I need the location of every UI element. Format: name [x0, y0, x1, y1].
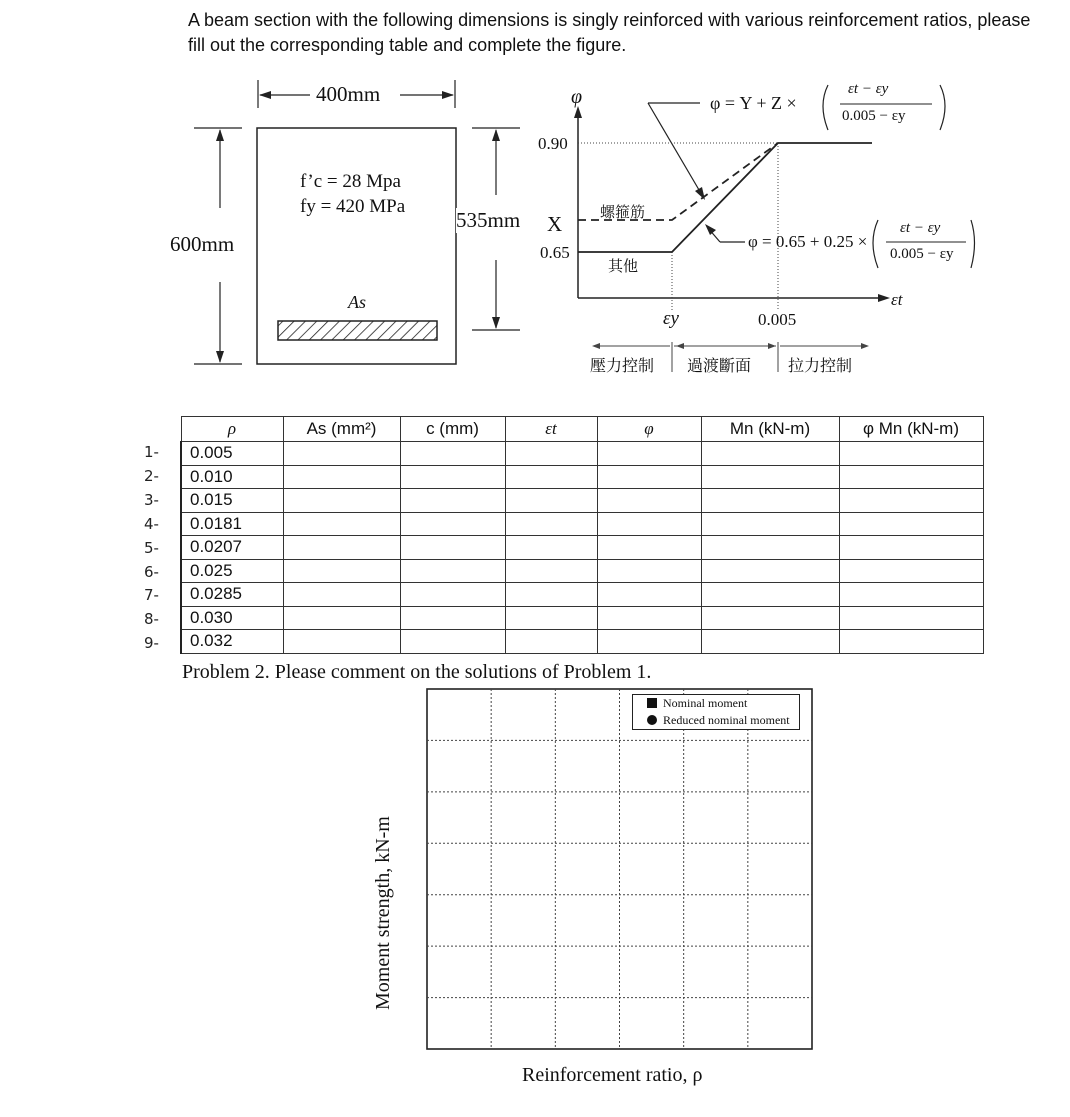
blank-answer-cell[interactable]: [400, 442, 505, 466]
blank-answer-cell[interactable]: [505, 442, 597, 466]
blank-answer-cell[interactable]: [283, 489, 400, 513]
chart-grid: [427, 689, 812, 1049]
blank-answer-cell[interactable]: [597, 465, 701, 489]
blank-answer-cell[interactable]: [283, 630, 400, 654]
blank-answer-cell[interactable]: [283, 512, 400, 536]
zone-tension-label: 拉力控制: [788, 356, 853, 375]
rho-cell: 0.005: [181, 442, 283, 466]
blank-answer-cell[interactable]: [701, 606, 839, 630]
beam-width-label: 400mm: [316, 82, 381, 106]
header-mn: Mn (kN-m): [701, 417, 839, 442]
table-row: [181, 536, 983, 560]
blank-answer-cell[interactable]: [701, 559, 839, 583]
circle-marker-icon: [647, 715, 657, 725]
row-number-annotation: 4-: [144, 514, 159, 533]
blank-answer-cell[interactable]: [400, 583, 505, 607]
blank-answer-cell[interactable]: [597, 536, 701, 560]
blank-answer-cell[interactable]: [701, 489, 839, 513]
rho-cell: 0.010: [181, 465, 283, 489]
strain-axis-label: εt: [891, 290, 903, 309]
blank-answer-cell[interactable]: [701, 465, 839, 489]
blank-answer-cell[interactable]: [505, 583, 597, 607]
moment-chart: [360, 685, 830, 1095]
blank-answer-cell[interactable]: [283, 465, 400, 489]
blank-answer-cell[interactable]: [400, 606, 505, 630]
spiral-label: 螺箍筋: [600, 203, 646, 221]
row-number-annotation: 6-: [144, 562, 159, 581]
blank-answer-cell[interactable]: [505, 630, 597, 654]
blank-answer-cell[interactable]: [283, 583, 400, 607]
blank-answer-cell[interactable]: [283, 606, 400, 630]
blank-answer-cell[interactable]: [505, 536, 597, 560]
formula-bottom: φ = 0.65 + 0.25 ×: [748, 232, 868, 251]
blank-answer-cell[interactable]: [597, 512, 701, 536]
blank-answer-cell[interactable]: [400, 630, 505, 654]
header-phi: φ: [597, 417, 701, 442]
rho-cell: 0.015: [181, 489, 283, 513]
legend-nominal: Nominal moment: [647, 695, 799, 712]
phi-axis-label: φ: [571, 86, 583, 108]
table-row: [181, 512, 983, 536]
blank-answer-cell[interactable]: [400, 559, 505, 583]
yield-strain-label: εy: [663, 308, 679, 329]
strain-0005-label: 0.005: [758, 310, 797, 329]
blank-answer-cell[interactable]: [505, 606, 597, 630]
rho-cell: 0.0285: [181, 583, 283, 607]
blank-answer-cell[interactable]: [839, 583, 983, 607]
table-row: [181, 559, 983, 583]
blank-answer-cell[interactable]: [505, 512, 597, 536]
blank-answer-cell[interactable]: [597, 630, 701, 654]
steel-yield-label: fy = 420 MPa: [300, 196, 406, 217]
rho-cell: 0.025: [181, 559, 283, 583]
blank-answer-cell[interactable]: [400, 465, 505, 489]
blank-answer-cell[interactable]: [283, 442, 400, 466]
beam-depth-label: 535mm: [456, 208, 521, 232]
concrete-strength-label: f’c = 28 Mpa: [300, 171, 401, 192]
header-eps-t: εt: [505, 417, 597, 442]
formula-bottom-numerator: εt − εy: [900, 220, 941, 236]
phi-090-label: 0.90: [538, 134, 568, 153]
table-row: [181, 630, 983, 654]
rho-cell: 0.032: [181, 630, 283, 654]
row-number-annotation: 5-: [144, 538, 159, 557]
blank-answer-cell[interactable]: [505, 465, 597, 489]
row-number-annotation: 3-: [144, 490, 159, 509]
formula-bottom-denominator: 0.005 − εy: [890, 246, 954, 262]
blank-answer-cell[interactable]: [701, 583, 839, 607]
table-header-row: [181, 417, 983, 442]
blank-answer-cell[interactable]: [839, 536, 983, 560]
rho-cell: 0.0181: [181, 512, 283, 536]
blank-answer-cell[interactable]: [839, 630, 983, 654]
problem2-text: Problem 2. Please comment on the solutions of Problem 1.: [182, 661, 652, 683]
table-row: [181, 465, 983, 489]
blank-answer-cell[interactable]: [839, 442, 983, 466]
legend-reduced: Reduced nominal moment: [647, 712, 799, 729]
rho-cell: 0.0207: [181, 536, 283, 560]
reinforcement-bar: [278, 321, 437, 340]
header-as: As (mm²): [283, 417, 400, 442]
phi-065-label: 0.65: [540, 243, 570, 262]
header-rho: ρ: [181, 417, 283, 442]
results-table: [180, 416, 984, 654]
row-number-annotation: 8-: [144, 610, 159, 629]
row-number-annotation: 2-: [144, 466, 159, 485]
header-c: c (mm): [400, 417, 505, 442]
chart-legend: [632, 694, 800, 730]
other-label: 其他: [608, 257, 639, 275]
blank-answer-cell[interactable]: [597, 442, 701, 466]
row-number-annotation: 1-: [144, 443, 159, 461]
table-row: [181, 606, 983, 630]
phi-x-unknown: X: [547, 212, 563, 236]
blank-answer-cell[interactable]: [839, 489, 983, 513]
rho-cell: 0.030: [181, 606, 283, 630]
table-row: [181, 489, 983, 513]
blank-answer-cell[interactable]: [597, 559, 701, 583]
square-marker-icon: [647, 698, 657, 708]
formula-top-numerator: εt − εy: [848, 81, 889, 97]
blank-answer-cell[interactable]: [283, 536, 400, 560]
row-number-annotation: 9-: [144, 634, 159, 653]
chart-x-label: Reinforcement ratio, ρ: [522, 1064, 703, 1086]
table-row: [181, 442, 983, 466]
blank-answer-cell[interactable]: [505, 559, 597, 583]
blank-answer-cell[interactable]: [283, 559, 400, 583]
steel-area-label: As: [348, 292, 366, 312]
blank-answer-cell[interactable]: [839, 559, 983, 583]
blank-answer-cell[interactable]: [505, 489, 597, 513]
table-row: [181, 583, 983, 607]
blank-answer-cell[interactable]: [597, 583, 701, 607]
blank-answer-cell[interactable]: [400, 512, 505, 536]
blank-answer-cell[interactable]: [701, 442, 839, 466]
blank-answer-cell[interactable]: [839, 606, 983, 630]
formula-top: φ = Y + Z ×: [710, 93, 797, 113]
zone-transition-label: 過渡斷面: [687, 356, 752, 375]
chart-y-label: Moment strength, kN-m: [372, 816, 394, 1010]
blank-answer-cell[interactable]: [839, 512, 983, 536]
zone-compression-label: 壓力控制: [590, 356, 655, 375]
blank-answer-cell[interactable]: [597, 606, 701, 630]
blank-answer-cell[interactable]: [400, 489, 505, 513]
blank-answer-cell[interactable]: [701, 536, 839, 560]
blank-answer-cell[interactable]: [400, 536, 505, 560]
blank-answer-cell[interactable]: [701, 630, 839, 654]
formula-top-denominator: 0.005 − εy: [842, 108, 906, 124]
blank-answer-cell[interactable]: [597, 489, 701, 513]
header-phi-mn: φ Mn (kN-m): [839, 417, 983, 442]
row-number-annotation: 7-: [144, 586, 159, 605]
blank-answer-cell[interactable]: [701, 512, 839, 536]
problem-intro: A beam section with the following dimensions is singly reinforced with various reinforcement ratios, please fill out the corresponding table and complete the figure.: [188, 10, 1031, 55]
blank-answer-cell[interactable]: [839, 465, 983, 489]
beam-height-label: 600mm: [170, 232, 235, 256]
